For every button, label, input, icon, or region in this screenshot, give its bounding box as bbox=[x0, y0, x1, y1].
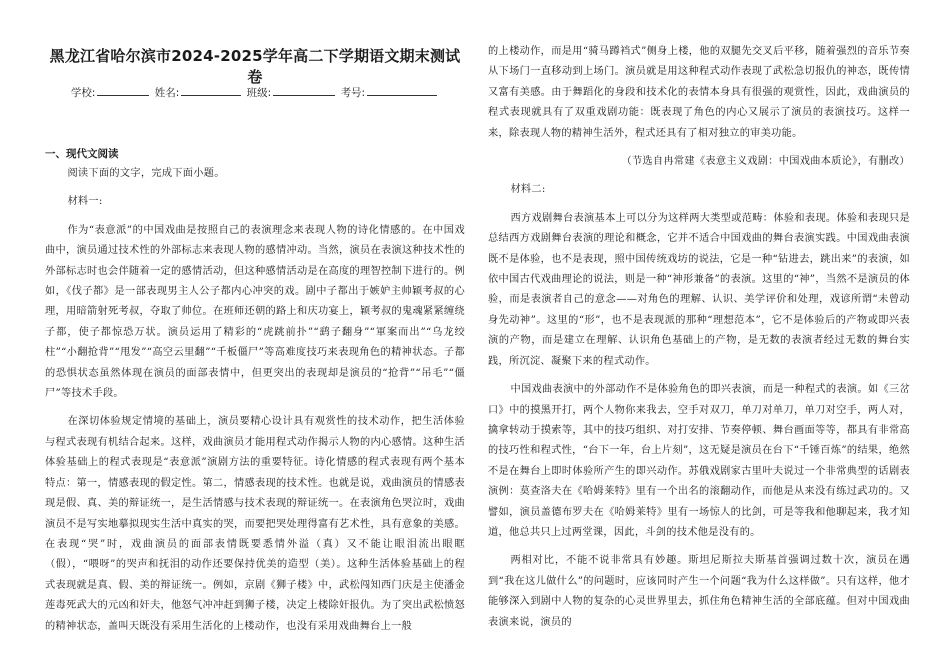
paragraph: 中国戏曲表演中的外部动作不是体验角色的即兴表演，而是一种程式的表演。如《三岔口》中的摸黑开打，两个人物你来我去，空手对双刀，单刀对单刀，单刀对空手，两人对，擒拿转动于摸索等，其中的技巧组织、对打安排、节奏停顿、舞台画面等等，都具有非常高的技巧性和程式性，“台下一年，台上片刻”，这无疑是演员在台下“千锤百炼”的结果，绝然不是在舞台上即时体验所产生的即兴动作。苏俄戏剧家古里叶夫说过一个非常典型的话剧表演例：莫查洛夫在《哈姆莱特》里有一个出名的滚翻动作，而他是从来没有练过武功的。又譬如，演员盖德布罗夫在《哈姆莱特》里有一场惊人的比剑，可是等我和他聊起来，我才知道，他总共只上过两堂课，因此，斗剑的技术他是没有的。 bbox=[488, 384, 910, 538]
material-1-label: 材料一: bbox=[67, 196, 103, 208]
exam-no-label: 考号: bbox=[340, 87, 366, 99]
paragraph: 作为“表意派”的中国戏曲是按照自己的表演理念来表现人物的诗化情感的。在中国戏曲中，演员通过技术性的外部标志来表现人物的感情冲动。当然，演员在表演这种技术性的外部标志时也会伴随着一定的感情活动，但这种感情活动是在高度的理智控制下进行的。例如，《伐子都》是一部表现男主人公子都内心冲突的戏。剧中子都出于嫉妒主帅颖考叔的心理，用暗箭射死考叔，夺取了帅位。在班师还朝的路上和庆功宴上，颖考叔的鬼魂紧紧缠绕子都，使子都惊恐万状。演员运用了精彩的“虎跳前扑”“鹞子翻身”“軍案而出”“乌龙绞柱”“小翻抢背”“甩发”“高空云里翻”“千板僵尸”等高难度技巧来表现角色的精神状态。子都的恐惧状态虽然体现在演员的面部表情中，但更突出的表现却是演员的“抢背”“吊毛”“僵尸”等技术手段。 bbox=[45, 224, 465, 400]
paragraph: 在深切体验规定情境的基础上，演员要精心设计具有观赏性的技术动作，把生活体验与程式表现有机结合起来。这样，戏曲演员才能用程式动作揭示人物的内心感情。这种生活体验基础上的程式表现是“表意派”演剧方法的重要特征。诗化情感的程式表现有两个基本特点：第一，情感表现的假定性。第二，情感表现的技术性。也就是说，戏曲演员的情感表现是假、真、美的辩证统一，是生活情感与技术表现的辩证统一。在表演角色哭泣时，戏曲演员不是写实地摹拟现实生活中真实的哭，而要把哭处理得富有艺术性，具有意象的美感。在表现“哭”时，戏曲演员的面部表情既要悉情外溢（真）又不能让眼泪流出眼眶（假），“喂呀”的哭声和抚泪的动作还要保持优美的造型（美）。这种生活体验基础上的程式表现就是真、假、美的辩证统一。例如，京剧《狮子楼》中，武松闯知西门庆是主使潘金莲毒死武大的元凶和奸夫，他怒气冲冲赶到狮子楼，决定上楼除奸报仇。为了突出武松愤怒的精神状态，盖叫天既没有采用生活化的上楼动作，也没有采用戏曲舞台上一般 bbox=[45, 416, 465, 632]
left-column bbox=[45, 164, 465, 637]
right-column bbox=[488, 42, 910, 633]
class-blank[interactable] bbox=[273, 84, 335, 96]
paragraph: 的上楼动作，而是用“骑马蹲裆式”侧身上楼，他的双腿先交叉后平移，随着强烈的音乐节奏从下场门一直移动到上场门。演员就是用这种程式动作表现了武松急切报仇的神态，既传情又富有美感。由于舞蹈化的身段和技术化的表情本身具有很强的观赏性，因此，戏曲演员的程式表现就具有了双重戏剧功能：既表现了角色的内心又展示了演员的表演技巧。这样一来，除表现人物的精神生活外，程式还具有了相对独立的审美功能。 bbox=[488, 46, 910, 139]
instruction-text: 阅读下面的文字，完成下面小题。 bbox=[67, 168, 225, 179]
source-citation: （节选自冉常建《表意主义戏剧：中国戏曲本质论》，有删改） bbox=[621, 156, 910, 168]
name-blank[interactable] bbox=[181, 84, 241, 96]
exam-no-blank[interactable] bbox=[367, 84, 437, 96]
paragraph: 两相对比，不能不说非常具有妙趣。斯坦尼斯拉夫斯基首强调过数十次，演员在遇到“我在这儿做什么”的问题时，应该同时产生一个问题“我为什么这样做”。只有这样，他才能够深入到剧中人物的复杂的心灵世界里去，抓住角色精神生活的全部底蕴。但对中国戏曲表演来说，演员的 bbox=[488, 555, 910, 628]
paragraph: 西方戏剧舞台表演基本上可以分为这样两大类型或范畴：体验和表现。体验和表现只是总结西方戏剧舞台表演的理论和概念，它并不适合中国戏曲的舞台表演实践。中国戏曲表演既不是体验，也不是表现，照中国传统戏坊的说法，它是一种“钻进去，跳出来”的表演，如依中国古代戏曲理论的说法，则是一种“神形兼备”的表演。这里的“神”，当然不是演员的体验，而是表演者自己的意念——对角色的理解、认识、美学评价和处理，戏谚所谓“未曾动身先动神”。这里的“形”，也不是表现派的那种“理想范本”，它不是体验后的产物或即兴表演的产物，而是建立在理解、认识角色基础上的产物，是无数的表演者经过无数的舞台实践，所沉淀、凝聚下来的程式动作。 bbox=[488, 212, 910, 367]
material-2-label: 材料二: bbox=[510, 184, 546, 196]
exam-title: 黑龙江省哈尔滨市2024-2025学年高二下学期语文期末测试卷 bbox=[49, 47, 461, 86]
name-label: 姓名: bbox=[154, 87, 180, 99]
school-blank[interactable] bbox=[97, 84, 149, 96]
class-label: 班级: bbox=[246, 87, 272, 99]
student-info-fields bbox=[45, 84, 465, 100]
school-label: 学校: bbox=[70, 87, 96, 99]
section-heading: 一、现代文阅读 bbox=[45, 148, 119, 160]
